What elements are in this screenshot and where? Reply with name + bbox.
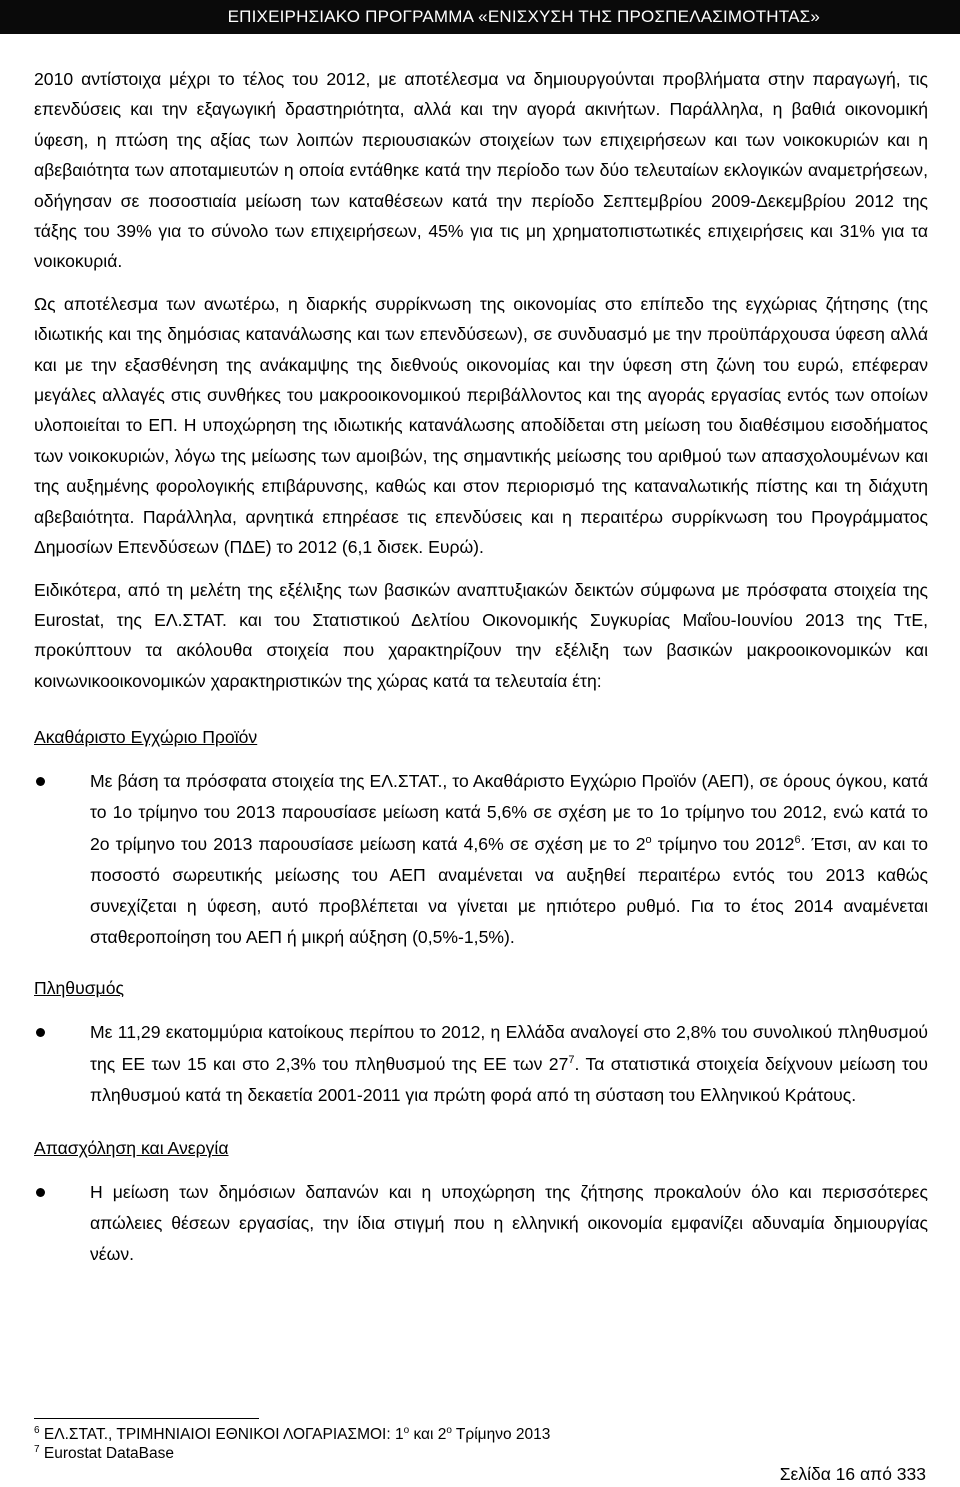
paragraph-2: Ως αποτέλεσμα των ανωτέρω, η διαρκής συρρίκνωση της οικονομίας στο επίπεδο της εγχώριας ζήτησης (της ιδιωτικής και της δημόσιας κατανάλωσης και των επενδύσεων), σε συνδυασμό με την προϋπάρχουσα ύφεση αλλά και με την εξασθένηση της ανάκαμψης της διεθνούς οικονομίας και την ύφεση στη ζώνη του ευρώ, επέφεραν μεγάλες αλλαγές στις συνθήκες του μακροοικονομικού περιβάλλοντος και της αγοράς εργασίας εντός των οποίων υλοποιείται το ΕΠ. Η υποχώρηση της ιδιωτικής κατανάλωσης αποδίδεται στη μείωση του διαθέσιμου εισοδήματος των νοικοκυριών, λόγω της μείωσης των αμοιβών, της σημαντικής μείωσης του αριθμού των απασχολουμένων και της αυξημένης φορολογικής επιβάρυνσης, καθώς και στον περιορισμό της καταναλωτικής πίστης και τη διάχυτη αβεβαιότητα. Παράλληλα, αρνητικά επηρέασε τις επενδύσεις και η περαιτέρω συρρίκνωση του Προγράμματος Δημοσίων Επενδύσεων (ΠΔΕ) το 2012 (6,1 δισεκ. Ευρώ). (34, 293, 928, 558)
heading-employment: Απασχόληση και Ανεργία (34, 1137, 229, 1158)
heading-gdp: Ακαθάριστο Εγχώριο Προϊόν (34, 727, 258, 748)
paragraph-1: 2010 αντίστοιχα μέχρι το τέλος του 2012, με αποτέλεσμα να δημιουργούνται προβλήματα στην παραγωγή, τις επενδύσεις και την εξαγωγική δραστηριότητα, αλλά και την αγορά ακινήτων. Παράλληλα, η βαθιά οικονομική ύφεση, η πτώση της αξίας των λοιπών περιουσιακών στοιχείων των επιχειρήσεων και των νοικοκυριών και η αβεβαιότητα των αποταμιευτών η οποία εντάθηκε κατά την περίοδο των δύο τελευταίων εκλογικών αναμετρήσεων, οδήγησαν σε ποσοστιαία μείωση των καταθέσεων κατά την περίοδο Σεπτεμβρίου 2009-Δεκεμβρίου 2012 της τάξης του 39% για το σύνολο των επιχειρήσεων, 45% για τις μη χρηματοπιστωτικές επιχειρήσεις και 31% για τα νοικοκυριά. (34, 69, 928, 272)
footnote-7: $^7$ Eurostat DataBase (34, 1443, 174, 1462)
footnotes (34, 1418, 634, 1463)
header-title: ΕΠΙΧΕΙΡΗΣΙΑΚΟ ΠΡΟΓΡΑΜΜΑ «ΕΝΙΣΧΥΣΗ ΤΗΣ ΠΡΟΣΠΕΛΑΣΙΜΟΤΗΤΑΣ» (227, 7, 820, 26)
bullet-icon (36, 1188, 45, 1197)
heading-population: Πληθυσμός (34, 978, 124, 999)
page-body (34, 64, 928, 1271)
bullet-icon (36, 777, 45, 786)
document-header (0, 0, 960, 34)
page-number: Σελίδα 16 από 333 (779, 1464, 926, 1484)
bullet-population (34, 1017, 928, 1111)
bullet-employment-text: Η μείωση των δημόσιων δαπανών και η υποχώρηση της ζήτησης προκαλούν όλο και περισσότερες απώλειες θέσεων εργασίας, την ίδια στιγμή που η ελληνική οικονομία εμφανίζει αδυναμία δημιουργίας νέων. (90, 1181, 928, 1265)
bullet-icon (36, 1028, 45, 1037)
footnote-6: $^6$ ΕΛ.ΣΤΑΤ., ΤΡΙΜΗΝΙΑΙΟΙ ΕΘΝΙΚΟΙ ΛΟΓΑΡΙΑΣΜΟΙ: $1^o$ και $2^o$ Τρίμηνο 2013 (34, 1424, 551, 1443)
paragraph-3: Ειδικότερα, από τη μελέτη της εξέλιξης των βασικών αναπτυξιακών δεικτών σύμφωνα με πρόσφατα στοιχεία της Eurostat, της ΕΛ.ΣΤΑΤ. και του Στατιστικού Δελτίου Οικονομικής Συγκυρίας Μαΐου-Ιουνίου 2013 της ΤτΕ, προκύπτουν τα ακόλουθα στοιχεία που χαρακτηρίζουν την εξέλιξη των βασικών μακροοικονομικών και κοινωνικοοικονομικών χαρακτηριστικών της χώρας κατά τα τελευταία έτη: (34, 579, 928, 691)
footnote-divider (34, 1418, 259, 1419)
bullet-population-text: Με 11,29 εκατομμύρια κατοίκους περίπου το 2012, η Ελλάδα αναλογεί στο 2,8% του συνολικού πληθυσμού της ΕΕ των 15 και στο 2,3% του πληθυσμού της ΕΕ των $27^7$. Τα στατιστικά στοιχεία δείχνουν μείωση του πληθυσμού κατά τη δεκαετία 2001-2011 για πρώτη φορά από τη σύσταση του Ελληνικού Κράτους. (90, 1022, 928, 1105)
bullet-gdp-text: Με βάση τα πρόσφατα στοιχεία της ΕΛ.ΣΤΑΤ., το Ακαθάριστο Εγχώριο Προϊόν (ΑΕΠ), σε όρους όγκου, κατά το 1ο τρίμηνο του 2013 παρουσίασε μείωση κατά 5,6% σε σχέση με το 1ο τρίμηνο του 2012, ενώ κατά το 2ο τρίμηνο του 2013 παρουσίασε μείωση κατά 4,6% σε σχέση με το $2^o$ τρίμηνο του 2012$^6$. Έτσι, αν και το ποσοστό σωρευτικής μείωσης του ΑΕΠ αναμένεται να αυξηθεί περαιτέρω εντός του 2013 καθώς συνεχίζεται η ύφεση, αυτό προβλέπεται να γίνεται με ηπιότερο ρυθμό. Για το έτος 2014 αναμένεται σταθεροποίηση του ΑΕΠ ή μικρή αύξηση (0,5%-1,5%). (90, 771, 928, 948)
bullet-gdp (34, 766, 928, 953)
bullet-employment (34, 1177, 928, 1271)
